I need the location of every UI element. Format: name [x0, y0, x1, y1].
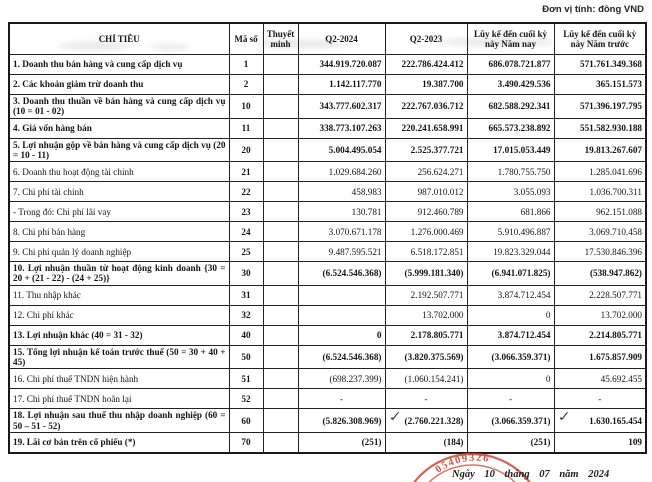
table-row — [9, 162, 646, 182]
cell-note — [263, 409, 298, 433]
cell-q2-2024 — [298, 118, 385, 138]
cell-ytd-prev — [554, 262, 646, 286]
cell-note — [263, 369, 298, 389]
cell-label — [9, 345, 229, 369]
cell-ytd-prev — [554, 305, 646, 325]
cell-value: 962.151.088 — [596, 206, 642, 217]
cell-value: 343.777.602.317 — [319, 101, 382, 112]
cell-value: (3.066.359.371) — [491, 415, 551, 426]
cell-value: 222.767.036.712 — [401, 101, 464, 112]
cell-value: 21 — [241, 166, 251, 177]
cell-ytd-prev — [554, 369, 646, 389]
cell-q2-2023 — [385, 389, 467, 409]
cell-note — [263, 138, 298, 162]
cell-ytd-now — [467, 162, 554, 182]
cell-value: 1.036.700.311 — [589, 186, 642, 197]
cell-value: 8. Chi phí bán hàng — [13, 226, 86, 237]
cell-value: 4. Giá vốn hàng bán — [13, 122, 92, 133]
header-q2-2023: Q2-2023 — [385, 23, 467, 55]
cell-ytd-prev — [554, 118, 646, 138]
cell-label — [9, 95, 229, 119]
cell-code — [229, 409, 263, 433]
cell-value: 1.142.117.770 — [329, 79, 382, 90]
cell-value: 19. Lãi cơ bản trên cổ phiếu (*) — [13, 437, 136, 448]
cell-value: (2.760.221.328) — [404, 415, 464, 426]
cell-ytd-now — [467, 389, 554, 409]
cell-q2-2023 — [385, 222, 467, 242]
cell-value: 19.813.267.607 — [584, 144, 642, 155]
cell-value: - — [339, 393, 344, 404]
cell-value: 22 — [241, 186, 251, 197]
cell-value: 13.702.000 — [422, 310, 464, 321]
cell-code — [229, 305, 263, 325]
cell-q2-2024 — [298, 182, 385, 202]
income-statement-table — [8, 22, 647, 454]
cell-value: 5.004.495.054 — [328, 144, 382, 155]
cell-value: 60 — [241, 415, 251, 426]
cell-value: - — [508, 393, 513, 404]
cell-value: 17.530.846.396 — [584, 246, 642, 257]
cell-q2-2023 — [385, 138, 467, 162]
cell-ytd-now — [467, 95, 554, 119]
cell-value: 2.178.805.771 — [410, 330, 464, 341]
cell-ytd-now — [467, 369, 554, 389]
cell-value: - Trong đó: Chi phí lãi vay — [13, 206, 112, 217]
cell-q2-2024 — [298, 432, 385, 453]
cell-code — [229, 432, 263, 453]
table-row — [9, 345, 646, 369]
cell-q2-2023 — [385, 75, 467, 95]
cell-value: (3.066.359.371) — [491, 351, 551, 362]
cell-value: 344.919.720.087 — [319, 59, 382, 70]
cell-value: (1.060.154.241) — [404, 373, 464, 384]
cell-ytd-now — [467, 345, 554, 369]
cell-value: 1.675.857.909 — [589, 351, 642, 362]
cell-value: 130.781 — [351, 206, 382, 217]
cell-label — [9, 55, 229, 75]
cell-q2-2024 — [298, 242, 385, 262]
cell-value: 3.070.671.178 — [328, 226, 382, 237]
cell-value: 1.630.165.454 — [589, 415, 642, 426]
cell-label — [9, 325, 229, 345]
table-row — [9, 409, 646, 433]
cell-value: 5.910.496.887 — [497, 226, 551, 237]
cell-value: 32 — [241, 310, 251, 321]
cell-q2-2023 — [385, 325, 467, 345]
cell-q2-2024 — [298, 369, 385, 389]
cell-ytd-now — [467, 409, 554, 433]
cell-value: (251) — [361, 437, 382, 448]
cell-value: 6.518.172.851 — [410, 246, 464, 257]
cell-ytd-now — [467, 182, 554, 202]
cell-label — [9, 118, 229, 138]
cell-q2-2023 — [385, 162, 467, 182]
cell-value: 220.241.658.991 — [401, 122, 464, 133]
cell-value: (6.941.071.825) — [491, 268, 551, 279]
table-row — [9, 325, 646, 345]
cell-code — [229, 75, 263, 95]
cell-q2-2024 — [298, 202, 385, 222]
cell-value: 987.010.012 — [417, 186, 464, 197]
cell-value: 1 — [243, 59, 249, 70]
cell-ytd-prev — [554, 432, 646, 453]
cell-value: 70 — [241, 437, 251, 448]
cell-ytd-prev — [554, 75, 646, 95]
table-row — [9, 138, 646, 162]
cell-value: 10. Lợi nhuận thuần từ hoạt động kinh doanh {30 = 20 + (21 - 22) - (24 + 25)} — [13, 263, 226, 284]
cell-label — [9, 222, 229, 242]
cell-value: 24 — [241, 226, 251, 237]
cell-ytd-prev — [554, 138, 646, 162]
table-row — [9, 262, 646, 286]
cell-value: 51 — [241, 373, 251, 384]
cell-note — [263, 162, 298, 182]
cell-value: 17. Chi phí thuế TNDN hoãn lại — [13, 393, 132, 404]
cell-ytd-now — [467, 262, 554, 286]
cell-value: 30 — [241, 268, 251, 279]
cell-q2-2024 — [298, 409, 385, 433]
cell-code — [229, 138, 263, 162]
cell-value: (538.947.862) — [589, 268, 642, 279]
cell-q2-2023 — [385, 118, 467, 138]
cell-code — [229, 285, 263, 305]
cell-label — [9, 242, 229, 262]
cell-note — [263, 345, 298, 369]
table-row — [9, 222, 646, 242]
cell-value: 13.702.000 — [600, 310, 642, 321]
cell-label — [9, 162, 229, 182]
cell-ytd-prev — [554, 162, 646, 182]
header-chi-tieu: CHỈ TIÊU — [9, 23, 229, 55]
header-q2-2024: Q2-2024 — [298, 23, 385, 55]
cell-value: (5.826.308.969) — [322, 415, 382, 426]
cell-ytd-prev — [554, 389, 646, 409]
cell-ytd-prev — [554, 409, 646, 433]
cell-value: (251) — [530, 437, 551, 448]
cell-code — [229, 222, 263, 242]
cell-value: 1.285.041.696 — [589, 166, 642, 177]
cell-value: 0 — [545, 310, 551, 321]
cell-value: (698.237.399) — [329, 373, 382, 384]
cell-value: 3.874.712.454 — [497, 330, 551, 341]
cell-value: 2.192.507.771 — [410, 290, 464, 301]
cell-value: 2.214.805.771 — [589, 330, 642, 341]
header-thuyet-minh: Thuyết minh — [263, 23, 298, 55]
cell-value: (3.820.375.569) — [404, 351, 464, 362]
handwritten-checkmark-icon: ✓ — [386, 409, 405, 426]
cell-value: 20 — [241, 144, 251, 155]
cell-value: 912.460.789 — [417, 206, 464, 217]
cell-q2-2024 — [298, 162, 385, 182]
cell-value: (5.999.181.340) — [404, 268, 464, 279]
table-row — [9, 75, 646, 95]
cell-label — [9, 409, 229, 433]
table-row — [9, 389, 646, 409]
cell-value: 365.151.573 — [596, 79, 642, 90]
cell-q2-2024 — [298, 305, 385, 325]
cell-q2-2024 — [298, 389, 385, 409]
cell-ytd-prev — [554, 285, 646, 305]
cell-q2-2023 — [385, 432, 467, 453]
cell-value: 52 — [241, 393, 251, 404]
seal-digits: 05409326 — [433, 452, 491, 476]
cell-value: 19.387.700 — [422, 79, 464, 90]
cell-ytd-now — [467, 75, 554, 95]
cell-value: 0 — [376, 330, 382, 341]
cell-q2-2023 — [385, 242, 467, 262]
cell-ytd-prev — [554, 242, 646, 262]
cell-q2-2024 — [298, 325, 385, 345]
cell-value: 10 — [241, 101, 251, 112]
cell-value: 1.780.755.750 — [497, 166, 551, 177]
cell-code — [229, 389, 263, 409]
cell-ytd-now — [467, 325, 554, 345]
cell-value: 16. Chi phí thuế TNDN hiện hành — [13, 373, 139, 384]
cell-label — [9, 389, 229, 409]
cell-value: 13. Lợi nhuận khác (40 = 31 - 32) — [13, 330, 143, 341]
cell-ytd-now — [467, 432, 554, 453]
cell-q2-2023 — [385, 182, 467, 202]
cell-label — [9, 305, 229, 325]
cell-ytd-prev — [554, 55, 646, 75]
cell-label — [9, 262, 229, 286]
cell-q2-2024 — [298, 138, 385, 162]
cell-value: 5. Lợi nhuận gộp về bán hàng và cung cấp dịch vụ (20 = 10 - 11) — [13, 139, 226, 160]
cell-label — [9, 202, 229, 222]
cell-label — [9, 369, 229, 389]
header-luy-ke-nam-nay: Lũy kế đến cuối kỳ này Năm nay — [467, 23, 554, 55]
cell-value: 686.078.721.877 — [488, 59, 551, 70]
cell-value: 571.396.197.795 — [579, 101, 642, 112]
cell-value: 551.582.930.188 — [579, 122, 642, 133]
cell-value: 11 — [241, 122, 251, 133]
cell-q2-2023 — [385, 202, 467, 222]
cell-note — [263, 222, 298, 242]
cell-value: 1.029.684.260 — [328, 166, 382, 177]
cell-value: 50 — [241, 351, 251, 362]
cell-value: 1.276.000.469 — [410, 226, 464, 237]
cell-value: 3.490.429.536 — [497, 79, 551, 90]
cell-note — [263, 389, 298, 409]
table-row — [9, 202, 646, 222]
cell-value: 3.069.710.458 — [589, 226, 642, 237]
cell-value: (184) — [443, 437, 464, 448]
cell-code — [229, 55, 263, 75]
cell-ytd-prev — [554, 202, 646, 222]
cell-code — [229, 325, 263, 345]
cell-q2-2023 — [385, 369, 467, 389]
cell-q2-2023 — [385, 345, 467, 369]
cell-q2-2024 — [298, 345, 385, 369]
table-row — [9, 305, 646, 325]
cell-value: 571.761.349.368 — [579, 59, 642, 70]
cell-ytd-now — [467, 305, 554, 325]
cell-value: 665.573.238.892 — [488, 122, 551, 133]
cell-value: 681.866 — [520, 206, 551, 217]
cell-value: 0 — [545, 373, 551, 384]
cell-ytd-prev — [554, 325, 646, 345]
cell-value: 40 — [241, 330, 251, 341]
cell-value: 11. Thu nhập khác — [13, 290, 81, 301]
cell-code — [229, 162, 263, 182]
cell-code — [229, 95, 263, 119]
cell-ytd-prev — [554, 222, 646, 242]
cell-value: 2 — [243, 79, 249, 90]
date-line: Ngày 10 tháng 07 năm 2024 — [452, 469, 610, 480]
cell-value: 7. Chi phí tài chính — [13, 186, 84, 197]
cell-q2-2023 — [385, 55, 467, 75]
cell-value: 109 — [628, 437, 642, 448]
cell-value: - — [598, 393, 602, 404]
cell-code — [229, 118, 263, 138]
cell-value: 31 — [241, 290, 251, 301]
cell-note — [263, 325, 298, 345]
cell-note — [263, 262, 298, 286]
cell-value: 682.588.292.341 — [488, 101, 551, 112]
cell-value: 15. Tổng lợi nhuận kế toán trước thuế (50 = 30 + 40 + 45) — [13, 346, 226, 368]
header-luy-ke-nam-truoc: Lũy kế đến cuối kỳ này Năm trước — [554, 23, 646, 55]
cell-value: (6.524.546.368) — [322, 351, 382, 362]
cell-value: 19.823.329.044 — [493, 246, 551, 257]
table-row — [9, 55, 646, 75]
table-row — [9, 118, 646, 138]
cell-value: 2.228.507.771 — [589, 290, 642, 301]
cell-note — [263, 202, 298, 222]
table-row — [9, 369, 646, 389]
handwritten-checkmark-icon: ✓ — [555, 409, 574, 426]
cell-value: 3.055.093 — [513, 186, 551, 197]
cell-code — [229, 369, 263, 389]
cell-label — [9, 432, 229, 453]
cell-value: 18. Lợi nhuận sau thuế thu nhập doanh nghiệp (60 = 50 – 51 - 52) — [13, 410, 226, 431]
cell-q2-2024 — [298, 262, 385, 286]
cell-q2-2023 — [385, 409, 467, 433]
cell-q2-2024 — [298, 95, 385, 119]
cell-value: 2. Các khoản giảm trừ doanh thu — [13, 79, 144, 90]
cell-code — [229, 182, 263, 202]
cell-label — [9, 138, 229, 162]
cell-q2-2023 — [385, 305, 467, 325]
table-row — [9, 182, 646, 202]
cell-value: 23 — [241, 206, 251, 217]
cell-value: (6.524.546.368) — [322, 268, 382, 279]
cell-q2-2023 — [385, 285, 467, 305]
cell-value: 9. Chi phí quản lý doanh nghiệp — [13, 246, 132, 257]
cell-q2-2024 — [298, 75, 385, 95]
cell-code — [229, 242, 263, 262]
cell-value: 25 — [241, 246, 251, 257]
cell-q2-2024 — [298, 55, 385, 75]
cell-value: 45.692.455 — [600, 373, 642, 384]
cell-note — [263, 55, 298, 75]
cell-q2-2024 — [298, 222, 385, 242]
cell-note — [263, 75, 298, 95]
cell-ytd-now — [467, 242, 554, 262]
cell-value: 1. Doanh thu bán hàng và cung cấp dịch vụ — [13, 59, 183, 70]
cell-value: 12. Chi phí khác — [13, 310, 74, 321]
cell-q2-2023 — [385, 95, 467, 119]
table-row — [9, 285, 646, 305]
cell-q2-2023 — [385, 262, 467, 286]
cell-code — [229, 345, 263, 369]
cell-ytd-now — [467, 202, 554, 222]
cell-note — [263, 182, 298, 202]
cell-ytd-now — [467, 138, 554, 162]
table-row — [9, 432, 646, 453]
cell-note — [263, 95, 298, 119]
cell-value: 6. Doanh thu hoạt động tài chính — [13, 166, 134, 177]
cell-value: 9.487.595.521 — [328, 246, 382, 257]
unit-label: Đơn vị tính: đồng VND — [542, 4, 644, 15]
cell-note — [263, 118, 298, 138]
cell-label — [9, 285, 229, 305]
cell-code — [229, 202, 263, 222]
cell-q2-2024 — [298, 285, 385, 305]
cell-note — [263, 242, 298, 262]
cell-value: 256.624.271 — [417, 166, 464, 177]
cell-value: 338.773.107.263 — [319, 122, 382, 133]
cell-label — [9, 75, 229, 95]
cell-ytd-prev — [554, 182, 646, 202]
cell-ytd-now — [467, 285, 554, 305]
cell-value: 2.525.377.721 — [410, 144, 464, 155]
cell-value: 17.015.053.449 — [493, 144, 551, 155]
cell-ytd-prev — [554, 345, 646, 369]
cell-note — [263, 432, 298, 453]
cell-value: 458.983 — [351, 186, 382, 197]
cell-ytd-now — [467, 55, 554, 75]
cell-value: - — [424, 393, 428, 404]
cell-label — [9, 182, 229, 202]
cell-note — [263, 285, 298, 305]
header-ma-so: Mã số — [229, 23, 263, 55]
cell-ytd-prev — [554, 95, 646, 119]
cell-code — [229, 262, 263, 286]
cell-ytd-now — [467, 118, 554, 138]
cell-ytd-now — [467, 222, 554, 242]
table-row — [9, 95, 646, 119]
cell-value: 3. Doanh thu thuần về bán hàng và cung cấp dịch vụ (10 = 01 - 02) — [13, 96, 226, 117]
cell-value: 222.786.424.412 — [401, 59, 464, 70]
table-row — [9, 242, 646, 262]
cell-note — [263, 305, 298, 325]
cell-value: 3.874.712.454 — [497, 290, 551, 301]
table-header-row — [9, 23, 646, 55]
